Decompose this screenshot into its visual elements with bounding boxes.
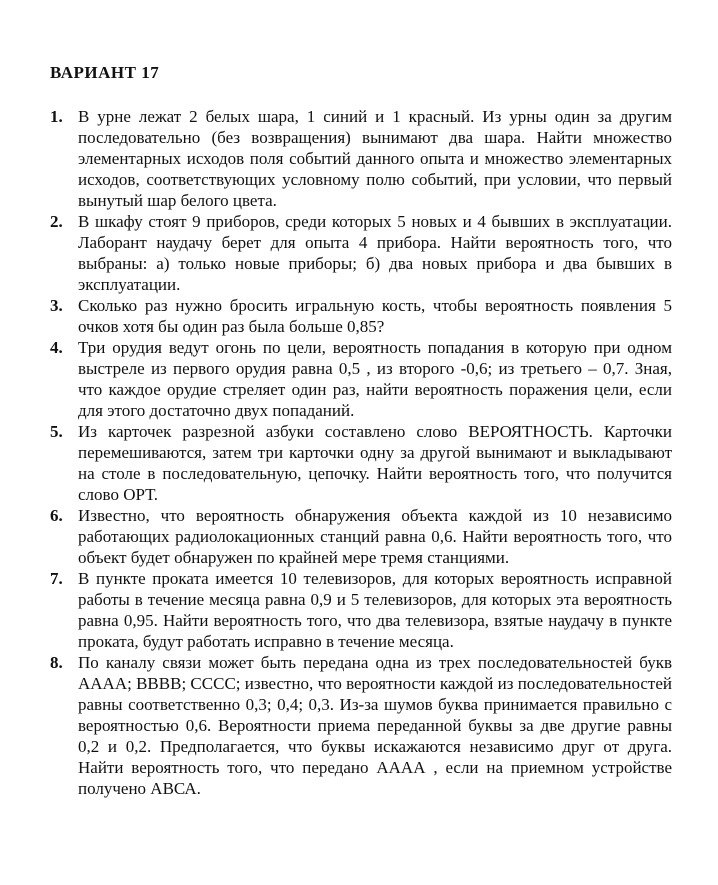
problem-number: 7. [50,569,63,588]
problem-item-4 [50,337,672,421]
problem-item-3 [50,295,672,337]
problem-number: 4. [50,338,63,357]
problem-list [50,106,672,799]
problem-number: 5. [50,422,63,441]
problem-text: Из карточек разрезной азбуки составлено слово ВЕРОЯТНОСТЬ. Карточки перемешиваются, затем три карточки одну за другой вынимают и выкладывают на столе в последовательную, цепочку. Найти вероятность того, что получится слово ОРТ. [78,422,672,504]
problem-text: Сколько раз нужно бросить игральную кость, чтобы вероятность появления 5 очков хотя бы один раз была больше 0,85? [78,296,672,336]
problem-item-8 [50,652,672,799]
problem-text: Три орудия ведут огонь по цели, вероятность попадания в которую при одном выстреле из первого орудия равна 0,5 , из второго -0,6; из третьего – 0,7. Зная, что каждое орудие стреляет один раз, найти вероятность поражения цели, если для этого достаточно двух попаданий. [78,338,672,420]
problem-item-5 [50,421,672,505]
problem-item-6 [50,505,672,568]
problem-number: 6. [50,506,63,525]
variant-title: ВАРИАНТ 17 [50,63,160,82]
problem-text: По каналу связи может быть передана одна из трех последовательностей букв АААА; BBBB; СССС; известно, что вероятности каждой из последовательностей равны соответственно 0,3; 0,4; 0,3. Из-за шумов буква принимается правильно с вероятностью 0,6. Вероятности приема переданной буквы за две другие равны 0,2 и 0,2. Предполагается, что буквы искажаются независимо друг от друга. Найти вероятность того, что передано АААА , если на приемном устройстве получено АВСА. [78,653,672,798]
problem-text: Известно, что вероятность обнаружения объекта каждой из 10 независимо работающих радиолокационных станций равна 0,6. Найти вероятность того, что объект будет обнаружен по крайней мере тремя станциями. [78,506,672,567]
problem-text: В урне лежат 2 белых шара, 1 синий и 1 красный. Из урны один за другим последовательно (без возвращения) вынимают два шара. Найти множество элементарных исходов поля событий данного опыта и множество элементарных исходов, соответствующих условному полю событий, при условии, что первый вынутый шар белого цвета. [78,107,672,210]
problem-number: 3. [50,296,63,315]
problem-text: В пункте проката имеется 10 телевизоров, для которых вероятность исправной работы в течение месяца равна 0,9 и 5 телевизоров, для которых эта вероятность равна 0,95. Найти вероятность того, что два телевизора, взятые наудачу в пункте проката, будут работать исправно в течение месяца. [78,569,672,651]
problem-item-7 [50,568,672,652]
problem-number: 8. [50,653,63,672]
problem-number: 1. [50,107,63,126]
problem-item-2 [50,211,672,295]
problem-item-1 [50,106,672,211]
problem-text: В шкафу стоят 9 приборов, среди которых 5 новых и 4 бывших в эксплуатации. Лаборант наудачу берет для опыта 4 прибора. Найти вероятность того, что выбраны: а) только новые приборы; б) два новых прибора и два бывших в эксплуатации. [78,212,672,294]
problem-number: 2. [50,212,63,231]
